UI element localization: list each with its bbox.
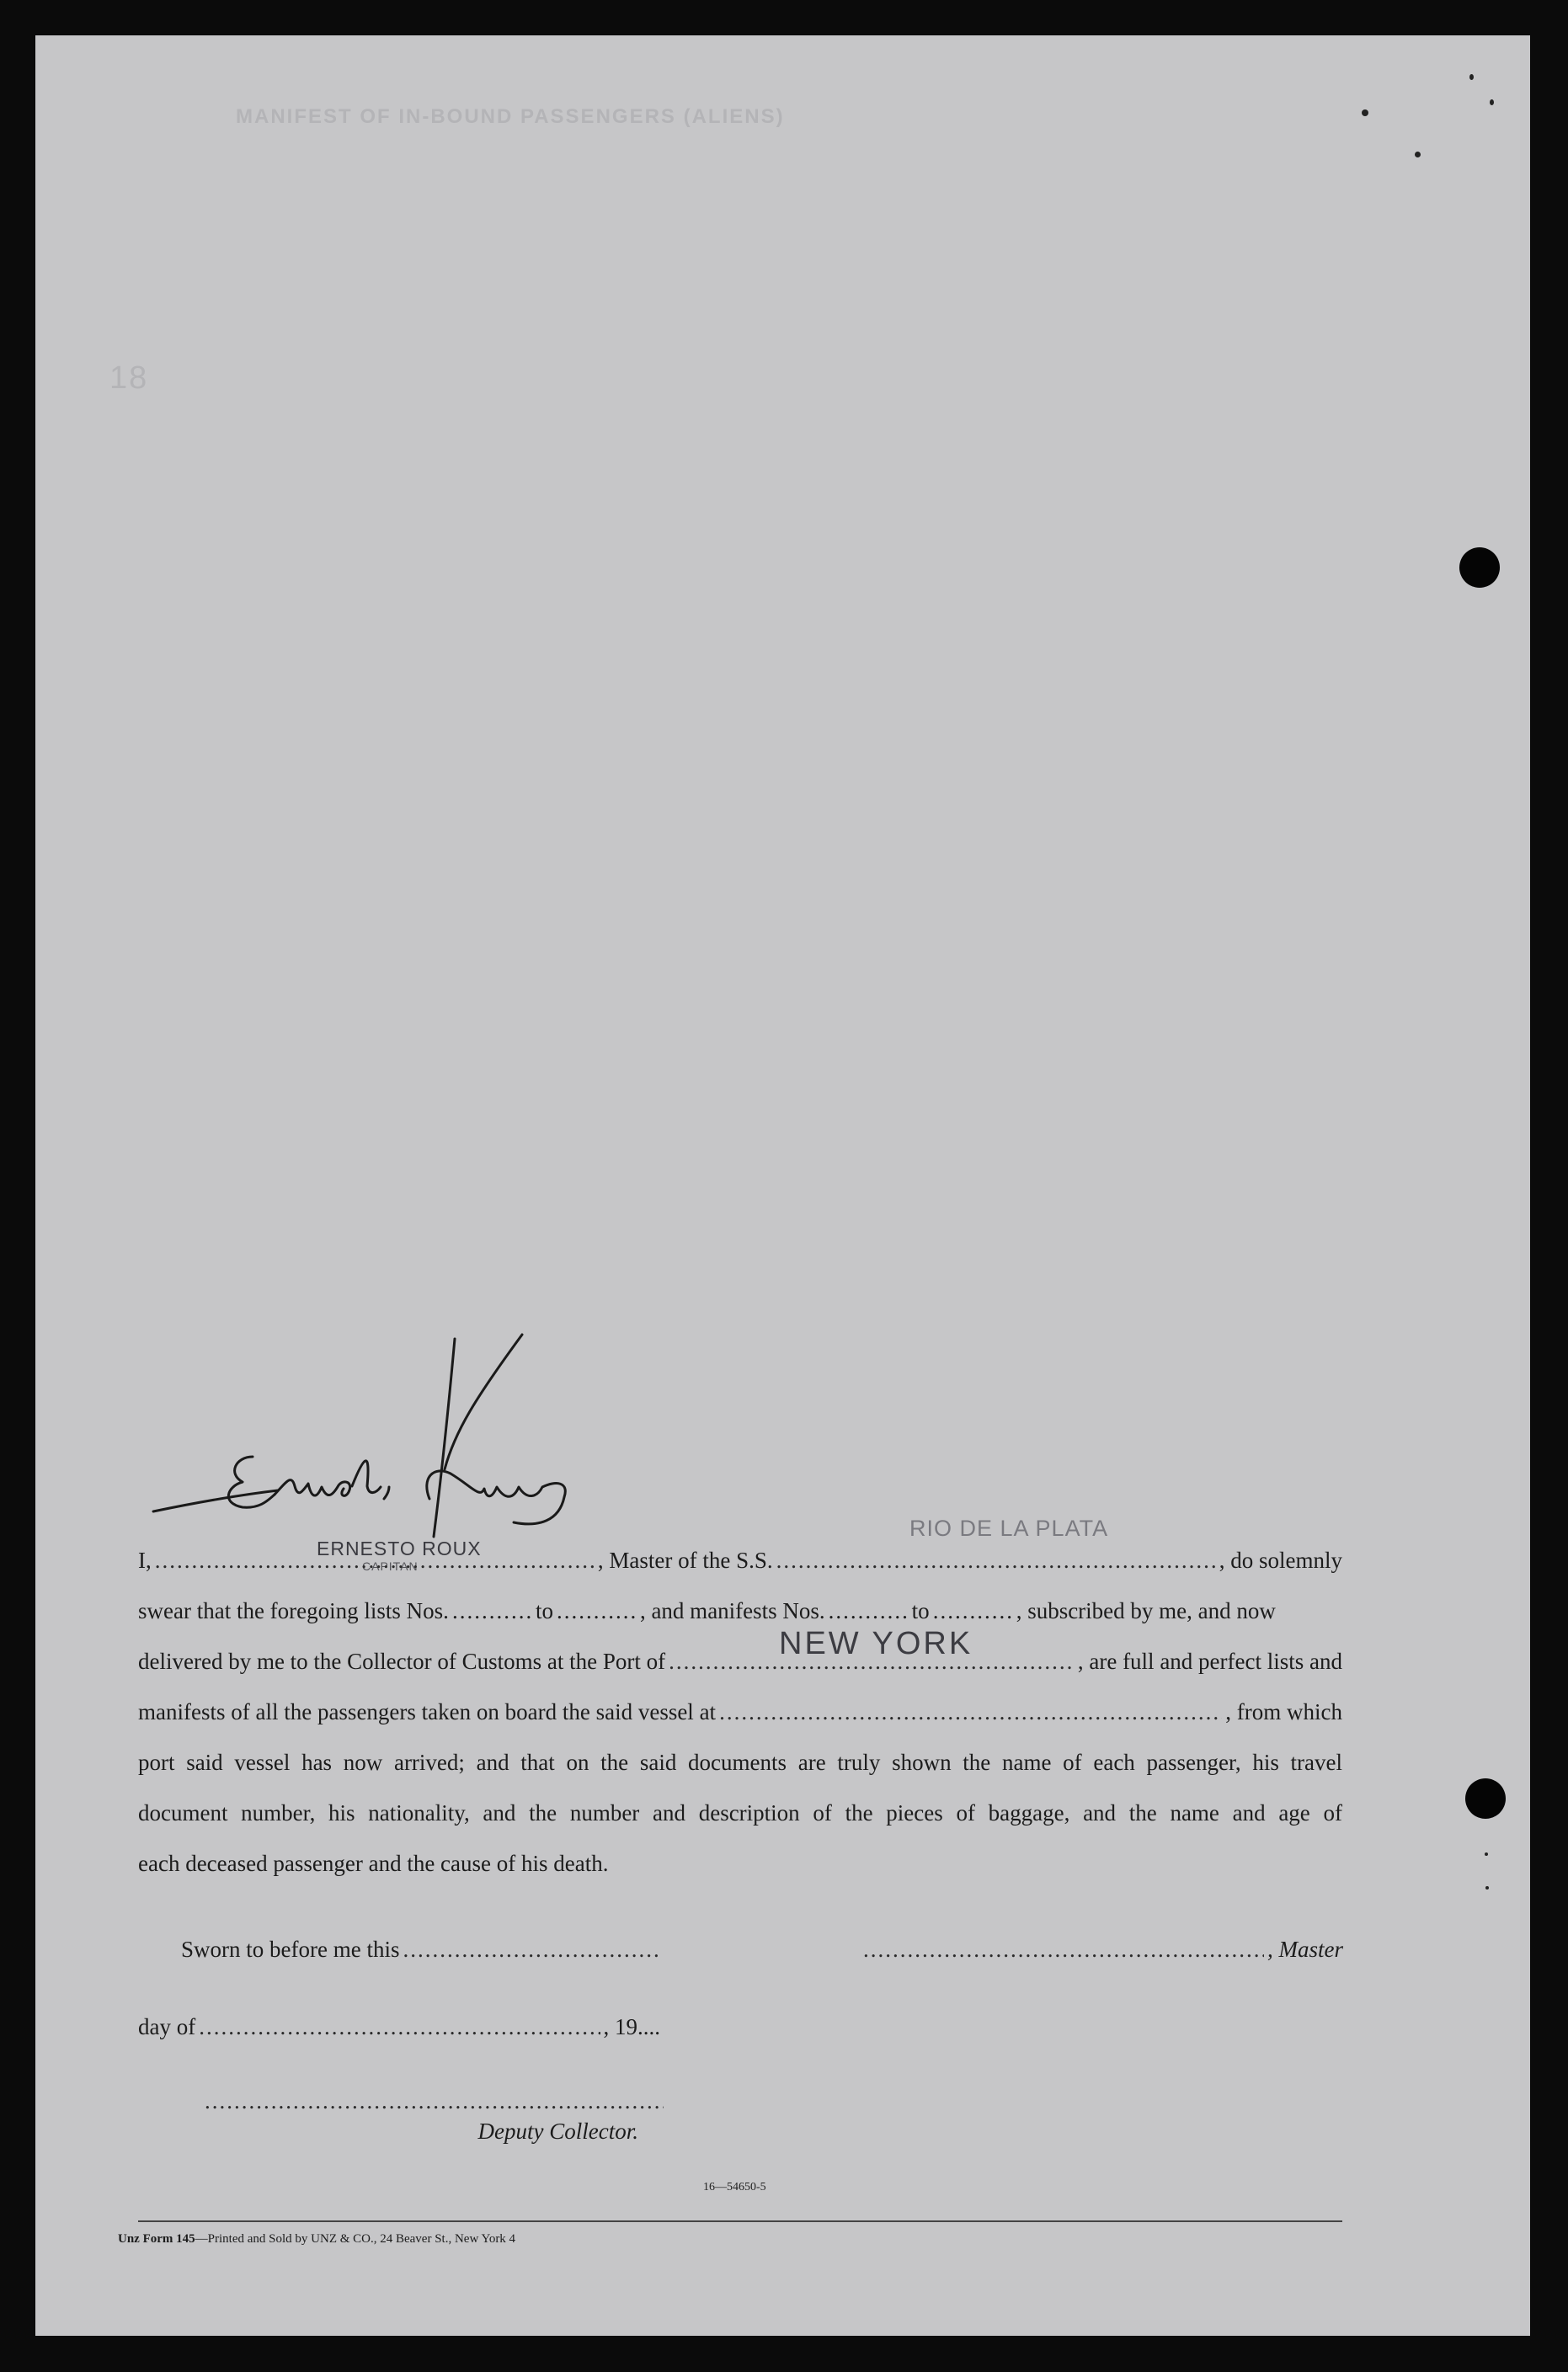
oath-line-7: each deceased passenger and the cause of his death. — [138, 1851, 609, 1876]
deputy-label-line — [205, 2119, 638, 2145]
oath-line-4 — [138, 1699, 1342, 1725]
day-of-line — [138, 2014, 660, 2040]
port-stamp: NEW YORK — [779, 1626, 973, 1661]
oath-line-3 — [138, 1649, 1342, 1675]
lists-from-field[interactable] — [452, 1598, 532, 1624]
port-of-label: delivered by me to the Collector of Customs at the Port of — [138, 1649, 666, 1674]
manifests-nos-label: , and manifests Nos. — [639, 1598, 825, 1623]
master-sign-line — [863, 1937, 1343, 1963]
ink-speck — [1485, 1852, 1488, 1856]
ink-speck — [1469, 74, 1474, 80]
manifests-to-field[interactable] — [933, 1598, 1013, 1624]
oath-i: I, — [138, 1548, 152, 1573]
ink-speck — [1415, 152, 1421, 157]
deputy-signature-field[interactable] — [205, 2088, 664, 2114]
footer-printer: —Printed and Sold by UNZ & CO., 24 Beaver St., New York 4 — [195, 2232, 516, 2246]
full-perfect-label: , are full and perfect lists and — [1077, 1649, 1342, 1674]
master-signature-field[interactable] — [863, 1937, 1264, 1963]
embarkation-port-field[interactable] — [719, 1699, 1222, 1725]
oath-line-1 — [138, 1548, 1342, 1574]
to-label: to — [535, 1598, 553, 1623]
captain-name-stamp: ERNESTO ROUX — [317, 1538, 482, 1559]
footer-divider — [138, 2220, 1342, 2222]
deputy-sign-line — [205, 2088, 664, 2114]
day-of-label: day of — [138, 2014, 196, 2039]
taken-on-board-label: manifests of all the passengers taken on board the said vessel at — [138, 1699, 717, 1724]
captain-signature — [143, 1330, 623, 1558]
sworn-date-field[interactable] — [403, 1937, 661, 1963]
footer-form-name: Unz Form 145 — [118, 2232, 195, 2246]
form-number: 16—54650-5 — [703, 2181, 766, 2193]
ink-speck — [1362, 109, 1368, 116]
punch-hole-lower — [1465, 1778, 1506, 1819]
ink-speck — [1485, 1886, 1489, 1890]
lists-nos-label: swear that the foregoing lists Nos. — [138, 1598, 449, 1623]
ship-name-field[interactable] — [776, 1548, 1216, 1574]
port-field[interactable] — [669, 1649, 1075, 1675]
day-of-field[interactable] — [199, 2014, 600, 2040]
sworn-line — [181, 1937, 661, 1963]
document-page — [35, 35, 1530, 2336]
faded-header-title: MANIFEST OF IN-BOUND PASSENGERS (ALIENS) — [236, 105, 785, 128]
master-of-ss-label: , Master of the S.S. — [597, 1548, 773, 1573]
manifests-from-field[interactable] — [829, 1598, 909, 1624]
subscribed-label: , subscribed by me, and now — [1016, 1598, 1276, 1623]
ink-speck — [1490, 99, 1494, 105]
punch-hole-upper — [1459, 547, 1500, 588]
year-label: , 19.... — [603, 2014, 660, 2039]
oath-line-2 — [138, 1598, 1342, 1624]
sworn-label: Sworn to before me this — [181, 1937, 400, 1962]
master-label: , Master — [1267, 1937, 1343, 1962]
deputy-collector-label: Deputy Collector. — [477, 2119, 638, 2144]
from-which-label: , from which — [1225, 1699, 1342, 1724]
oath-line-6: document number, his nationality, and the number and description of the pieces of baggage, and the name and age of — [138, 1800, 1342, 1826]
to-label: to — [911, 1598, 930, 1623]
solemnly-label: , do solemnly — [1219, 1548, 1342, 1573]
faded-page-number: 18 — [109, 360, 149, 396]
lists-to-field[interactable] — [557, 1598, 637, 1624]
footer-imprint — [118, 2232, 515, 2247]
master-name-field[interactable] — [155, 1548, 595, 1574]
captain-title-stamp: CAPITAN — [362, 1559, 419, 1573]
oath-line-5: port said vessel has now arrived; and that on the said documents are truly shown the name of each passenger, his travel — [138, 1750, 1342, 1775]
ship-name-stamp: RIO DE LA PLATA — [909, 1516, 1109, 1541]
